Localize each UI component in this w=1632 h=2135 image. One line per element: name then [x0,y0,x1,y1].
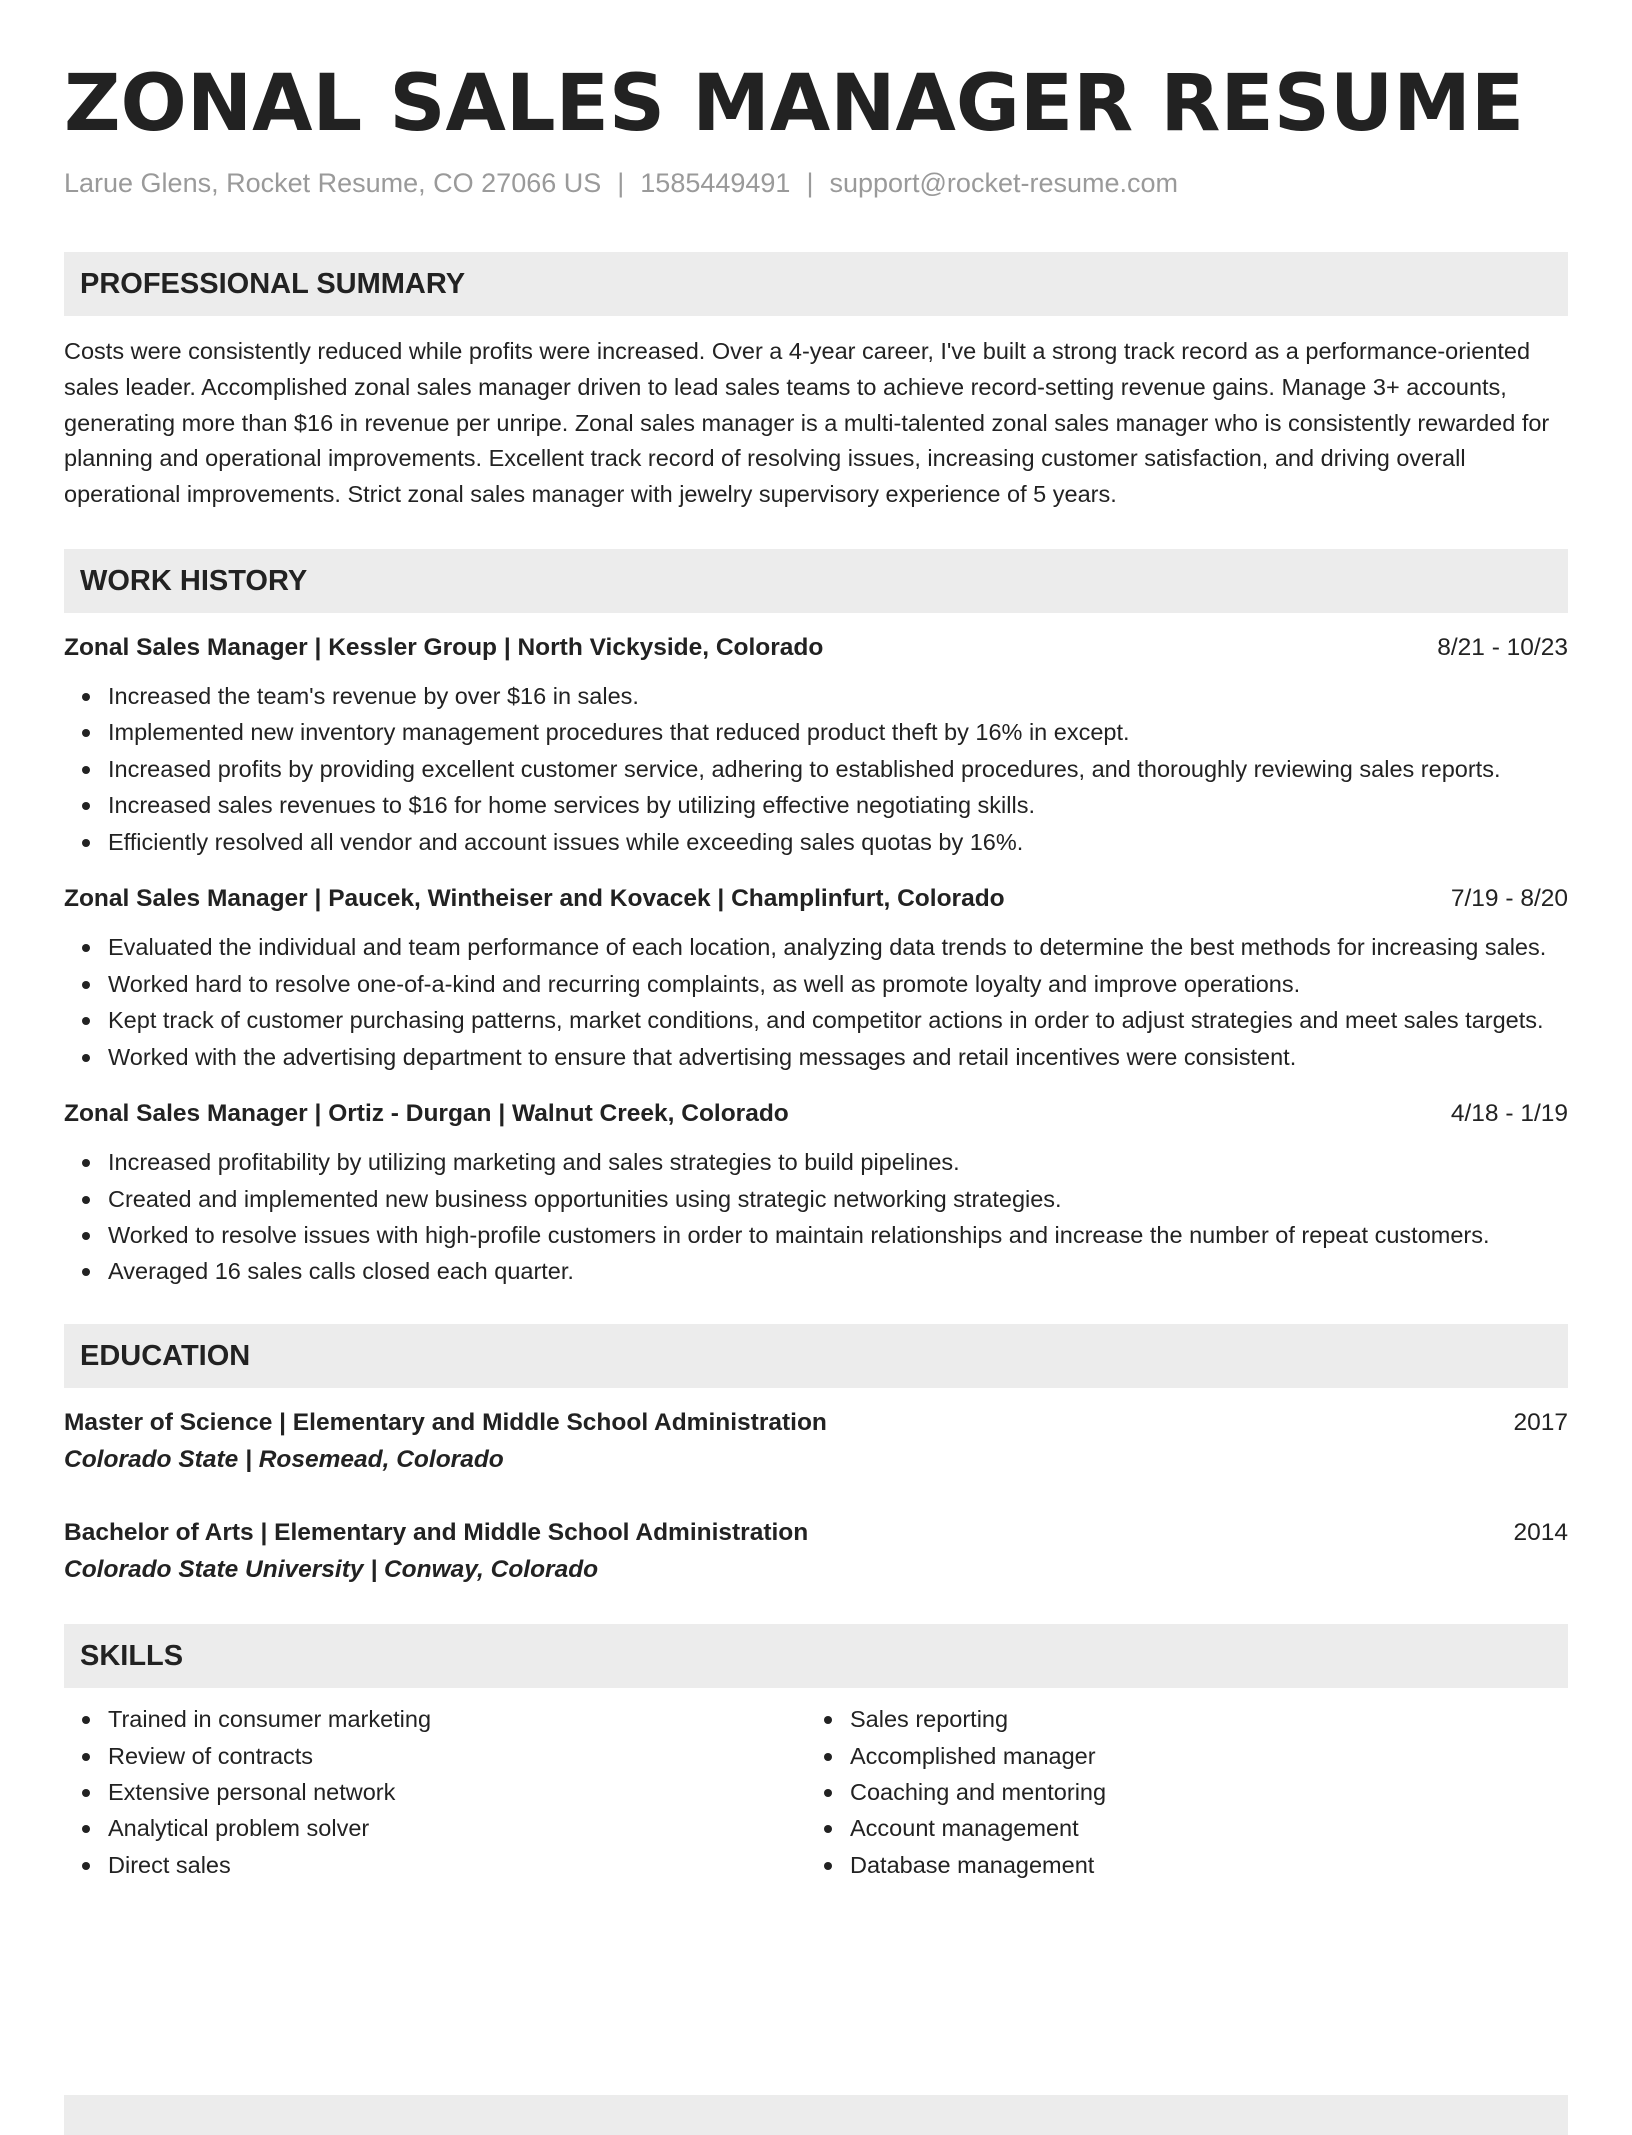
list-item: Efficiently resolved all vendor and account issues while exceeding sales quotas by 16%. [108,825,1568,861]
job-dates: 8/21 - 10/23 [1437,633,1568,661]
list-item: Increased sales revenues to $16 for home services by utilizing effective negotiating skills. [108,788,1568,824]
education-year: 2017 [1513,1409,1568,1437]
job-entry [64,882,1568,1075]
education-section [64,1324,1568,1588]
education-degree: Master of Science | Elementary and Middle School Administration [64,1409,827,1437]
list-item: Increased the team's revenue by over $16 in sales. [108,679,1568,715]
list-item: Averaged 16 sales calls closed each quarter. [108,1254,1568,1290]
job-entry [64,631,1568,860]
list-item: Coaching and mentoring [850,1775,1548,1811]
job-entry [64,1097,1568,1290]
list-item: Extensive personal network [108,1775,806,1811]
next-section-header-bar [64,2095,1568,2135]
list-item: Accomplished manager [850,1739,1548,1775]
summary-text: Costs were consistently reduced while profits were increased. Over a 4-year career, I've built a strong track record as a performance-oriented sales leader. Accomplished zonal sales manager driven to lead sales teams to achieve record-setting revenue gains. Manage 3+ accounts, generating more than $16 in revenue per unripe. Zonal sales manager is a multi-talented zonal sales manager who is consistently rewarded for planning and operational improvements. Excellent track record of resolving issues, increasing customer satisfaction, and driving overall operational improvements. Strict zonal sales manager with jewelry supervisory experience of 5 years. [64,338,1550,508]
contact-separator: | [806,168,814,198]
contact-line [64,166,1568,200]
list-item: Worked to resolve issues with high-profile customers in order to maintain relationships and increase the number of repeat customers. [108,1218,1568,1254]
professional-summary-section [64,252,1568,513]
section-heading-skills: SKILLS [64,1624,1568,1688]
job-dates: 7/19 - 8/20 [1450,885,1568,913]
education-header [64,1406,1568,1440]
education-entry [64,1516,1568,1588]
list-item: Analytical problem solver [108,1811,806,1847]
education-school: Colorado State University | Conway, Colorado [64,1556,599,1584]
list-item: Worked hard to resolve one-of-a-kind and recurring complaints, as well as promote loyalty and improve operations. [108,967,1568,1003]
resume-page [64,0,1568,1884]
skills-list-left [64,1702,806,1884]
contact-email[interactable]: support@rocket-resume.com [829,168,1178,198]
job-bullets [64,1145,1568,1290]
job-title: Zonal Sales Manager | Kessler Group | North Vickyside, Colorado [64,633,824,661]
list-item: Increased profitability by utilizing marketing and sales strategies to build pipelines. [108,1145,1568,1181]
education-entry [64,1406,1568,1478]
list-item: Increased profits by providing excellent customer service, adhering to established procedures, and thoroughly reviewing sales reports. [108,752,1568,788]
list-item: Evaluated the individual and team performance of each location, analyzing data trends to determine the best methods for increasing sales. [108,930,1568,966]
list-item: Worked with the advertising department to ensure that advertising messages and retail incentives were consistent. [108,1040,1568,1076]
education-year: 2014 [1513,1519,1568,1547]
education-degree: Bachelor of Arts | Elementary and Middle School Administration [64,1519,809,1547]
skills-list-right [806,1702,1548,1884]
job-header [64,1097,1568,1131]
contact-address: Larue Glens, Rocket Resume, CO 27066 US [64,168,602,198]
list-item: Trained in consumer marketing [108,1702,806,1738]
education-header [64,1516,1568,1550]
list-item: Kept track of customer purchasing patterns, market conditions, and competitor actions in order to adjust strategies and meet sales targets. [108,1003,1568,1039]
contact-separator: | [617,168,625,198]
job-header [64,882,1568,916]
list-item: Sales reporting [850,1702,1548,1738]
section-heading-summary: PROFESSIONAL SUMMARY [64,252,1568,316]
skills-columns [64,1702,1568,1884]
education-school: Colorado State | Rosemead, Colorado [64,1446,504,1474]
list-item: Account management [850,1811,1548,1847]
job-dates: 4/18 - 1/19 [1450,1100,1568,1128]
job-bullets [64,679,1568,860]
job-header [64,631,1568,665]
work-history-section [64,549,1568,1290]
section-heading-work-history: WORK HISTORY [64,549,1568,613]
skills-section [64,1624,1568,1884]
section-heading-education: EDUCATION [64,1324,1568,1388]
job-title: Zonal Sales Manager | Ortiz - Durgan | Walnut Creek, Colorado [64,1100,789,1128]
list-item: Direct sales [108,1848,806,1884]
list-item: Review of contracts [108,1739,806,1775]
resume-title: ZONAL SALES MANAGER RESUME [64,59,1525,149]
job-bullets [64,930,1568,1075]
list-item: Created and implemented new business opportunities using strategic networking strategies. [108,1182,1568,1218]
contact-phone: 1585449491 [640,168,791,198]
job-title: Zonal Sales Manager | Paucek, Wintheiser and Kovacek | Champlinfurt, Colorado [64,885,1005,913]
list-item: Implemented new inventory management procedures that reduced product theft by 16% in except. [108,715,1568,751]
list-item: Database management [850,1848,1548,1884]
